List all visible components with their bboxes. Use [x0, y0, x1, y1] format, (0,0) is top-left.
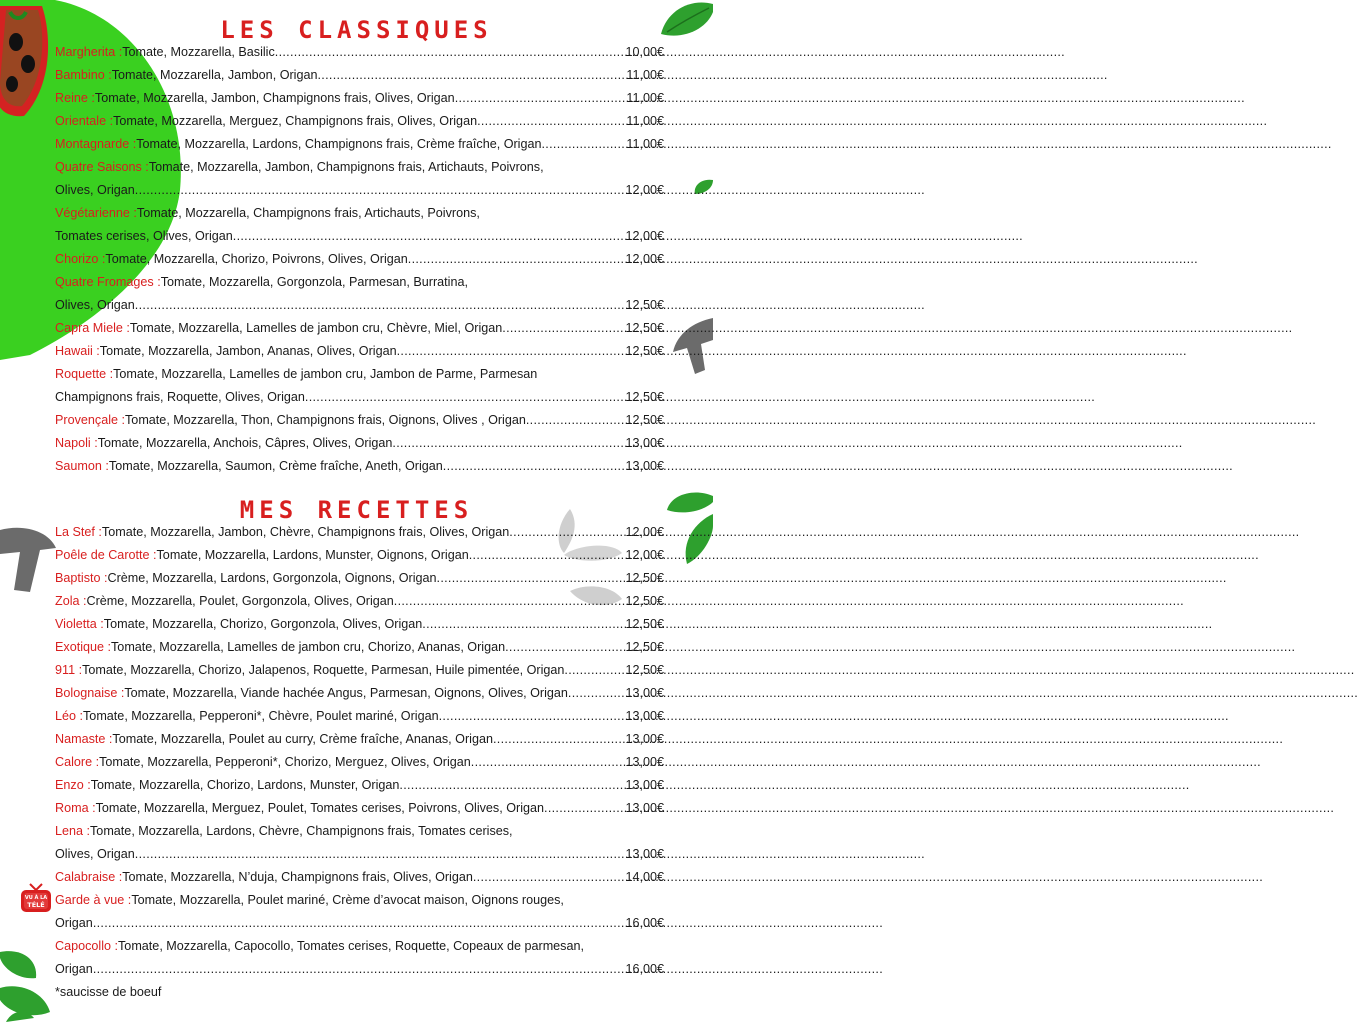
pizza-price: 11,00€: [626, 137, 664, 151]
pizza-price: 13,00€: [625, 801, 664, 815]
leader-dots: [135, 179, 625, 202]
leader-dots: [505, 636, 624, 659]
pizza-name: Margherita :: [55, 45, 123, 59]
pizza-name: Poêle de Carotte :: [55, 548, 157, 562]
leader-dots: [544, 797, 624, 820]
pizza-price: 12,50€: [625, 298, 664, 312]
tv-badge-line2: TÉLÉ: [27, 901, 45, 909]
menu-item: [55, 751, 664, 774]
pizza-name: Garde à vue :: [55, 893, 132, 907]
pizza-ingredients-continued: Origan: [55, 962, 93, 976]
leader-dots: [526, 409, 625, 432]
pizza-name: Chorizo :: [55, 252, 106, 266]
pizza-ingredients: Tomate, Mozzarella, Lardons, Munster, Oignons, Origan: [156, 548, 469, 562]
pizza-ingredients: Tomate, Mozzarella, N’duja, Champignons frais, Olives, Origan: [122, 870, 473, 884]
menu-item: [55, 41, 664, 64]
pizza-price: 11,00€: [626, 91, 664, 105]
pizza-price: 12,50€: [625, 413, 664, 427]
basil-leaf-icon: [0, 948, 50, 1024]
pizza-name: Violetta :: [55, 617, 104, 631]
leader-dots: [93, 958, 625, 981]
pizza-name: Exotique :: [55, 640, 112, 654]
menu-item: [55, 544, 664, 567]
leader-dots: [233, 225, 625, 248]
pizza-price: 14,00€: [625, 870, 664, 884]
pizza-price: 13,00€: [625, 686, 664, 700]
menu-item: [55, 110, 664, 133]
menu-list-classiques: [55, 41, 664, 478]
pizza-ingredients: Tomate, Mozzarella, Thon, Champignons frais, Oignons, Olives , Origan: [125, 413, 526, 427]
menu-item: [55, 271, 664, 294]
pizza-name: Orientale :: [55, 114, 114, 128]
pizza-name: Calore :: [55, 755, 100, 769]
leader-dots: [135, 294, 625, 317]
menu-item: [55, 521, 664, 544]
menu-item: [55, 87, 664, 110]
pizza-name: Bambino :: [55, 68, 112, 82]
leader-dots: [422, 613, 624, 636]
menu-item-continuation: [55, 958, 664, 981]
pizza-ingredients: Tomate, Mozzarella, Jambon, Champignons frais, Artichauts, Poivrons,: [148, 160, 544, 174]
leader-dots: [509, 521, 624, 544]
pizza-ingredients-continued: Olives, Origan: [55, 847, 135, 861]
leader-dots: [542, 133, 626, 156]
menu-item: [55, 889, 664, 912]
pizza-price: 12,00€: [625, 183, 664, 197]
menu-item-continuation: [55, 843, 664, 866]
pizza-ingredients: Tomate, Mozzarella, Poulet mariné, Crème d’avocat maison, Oignons rouges,: [131, 893, 564, 907]
pizza-name: Végétarienne :: [55, 206, 137, 220]
pizza-ingredients-continued: Origan: [55, 916, 93, 930]
pizza-price: 12,00€: [625, 229, 664, 243]
pizza-ingredients: Tomate, Mozzarella, Chorizo, Gorgonzola, Olives, Origan: [103, 617, 423, 631]
pizza-price: 12,50€: [625, 321, 664, 335]
pizza-ingredients: Tomate, Mozzarella, Merguez, Poulet, Tomates cerises, Poivrons, Olives, Origan: [95, 801, 545, 815]
pizza-name: 911 :: [55, 663, 83, 677]
menu-item: [55, 409, 664, 432]
pizza-ingredients: Tomate, Mozzarella, Jambon, Ananas, Olives, Origan: [99, 344, 397, 358]
pizza-ingredients-continued: Olives, Origan: [55, 298, 135, 312]
menu-item: [55, 64, 664, 87]
menu-item: [55, 317, 664, 340]
pizza-price: 13,00€: [625, 436, 664, 450]
pizza-ingredients: Tomate, Mozzarella, Anchois, Câpres, Olives, Origan: [97, 436, 393, 450]
menu-item: [55, 567, 664, 590]
leader-dots: [564, 659, 624, 682]
pizza-name: Namaste :: [55, 732, 113, 746]
pizza-price: 13,00€: [625, 709, 664, 723]
pizza-ingredients: Tomate, Mozzarella, Jambon, Origan: [111, 68, 318, 82]
pizza-price: 12,50€: [625, 571, 664, 585]
pizza-ingredients: Crème, Mozzarella, Lardons, Gorgonzola, Oignons, Origan: [107, 571, 437, 585]
menu-item: [55, 705, 664, 728]
pizza-price: 13,00€: [625, 847, 664, 861]
pizza-price: 16,00€: [625, 916, 664, 930]
pizza-name: Calabraise :: [55, 870, 123, 884]
menu-item: [55, 133, 664, 156]
pizza-ingredients: Tomate, Mozzarella, Lamelles de jambon cru, Chorizo, Ananas, Origan: [111, 640, 506, 654]
leader-dots: [392, 432, 624, 455]
pizza-name: Reine :: [55, 91, 95, 105]
menu-item: [55, 432, 664, 455]
menu-item-continuation: [55, 225, 664, 248]
pizza-name: Zola :: [55, 594, 87, 608]
pizza-price: 12,50€: [625, 617, 664, 631]
pizza-name: Capra Miele :: [55, 321, 130, 335]
pizza-name: Quatre Saisons :: [55, 160, 149, 174]
leader-dots: [443, 455, 625, 478]
leader-dots: [471, 751, 625, 774]
menu-item-continuation: [55, 912, 664, 935]
menu-item: [55, 820, 664, 843]
leader-dots: [408, 248, 625, 271]
menu-item: [55, 455, 664, 478]
pizza-ingredients-continued: Tomates cerises, Olives, Origan: [55, 229, 233, 243]
pizza-name: Léo :: [55, 709, 84, 723]
footnote: *saucisse de boeuf: [55, 985, 162, 999]
pizza-name: Capocollo :: [55, 939, 119, 953]
menu-item: [55, 659, 664, 682]
leader-dots: [275, 41, 625, 64]
leader-dots: [502, 317, 624, 340]
menu-item: [55, 682, 664, 705]
pizza-price: 10,00€: [625, 45, 664, 59]
menu-item: [55, 363, 664, 386]
pizza-ingredients-continued: Olives, Origan: [55, 183, 135, 197]
pizza-price: 16,00€: [625, 962, 664, 976]
menu-item: [55, 935, 664, 958]
pizza-ingredients: Tomate, Mozzarella, Lamelles de jambon cru, Jambon de Parme, Parmesan: [113, 367, 538, 381]
pizza-name: Provençale :: [55, 413, 126, 427]
pizza-name: Roquette :: [55, 367, 114, 381]
menu-list-recettes: [55, 521, 664, 1004]
section-title-classiques: LES CLASSIQUES: [220, 16, 493, 44]
menu-item-continuation: [55, 179, 664, 202]
tv-badge-icon: [20, 882, 52, 914]
pizza-name: Quatre Fromages :: [55, 275, 161, 289]
pizza-price: 13,00€: [625, 755, 664, 769]
pizza-ingredients: Tomate, Mozzarella, Lardons, Champignons frais, Crème fraîche, Origan: [136, 137, 542, 151]
menu-item: [55, 156, 664, 179]
pizza-name: Hawaii :: [55, 344, 100, 358]
pizza-price: 13,00€: [625, 732, 664, 746]
leader-dots: [135, 843, 625, 866]
pizza-ingredients: Tomate, Mozzarella, Chorizo, Poivrons, Olives, Origan: [105, 252, 408, 266]
menu-item-continuation: [55, 294, 664, 317]
pizza-ingredients: Tomate, Mozzarella, Jambon, Champignons frais, Olives, Origan: [94, 91, 455, 105]
pizza-ingredients: Tomate, Mozzarella, Pepperoni*, Chèvre, Poulet mariné, Origan: [83, 709, 439, 723]
menu-item: [55, 636, 664, 659]
pizza-name: Bolognaise :: [55, 686, 125, 700]
pizza-price: 12,50€: [625, 663, 664, 677]
leader-dots: [493, 728, 625, 751]
leader-dots: [305, 386, 625, 409]
pizza-price: 12,50€: [625, 344, 664, 358]
leader-dots: [437, 567, 625, 590]
pizza-price: 11,00€: [626, 114, 664, 128]
pizza-price: 13,00€: [625, 459, 664, 473]
pizza-name: La Stef :: [55, 525, 102, 539]
leader-dots: [399, 774, 624, 797]
pizza-ingredients: Tomate, Mozzarella, Chorizo, Lardons, Munster, Origan: [90, 778, 400, 792]
leader-dots: [93, 912, 625, 935]
pizza-ingredients-continued: Champignons frais, Roquette, Olives, Origan: [55, 390, 305, 404]
pizza-name: Enzo :: [55, 778, 91, 792]
pizza-ingredients: Tomate, Mozzarella, Saumon, Crème fraîche, Aneth, Origan: [108, 459, 443, 473]
pizza-ingredients: Tomate, Mozzarella, Merguez, Champignons frais, Olives, Origan: [113, 114, 478, 128]
pizza-ingredients: Tomate, Mozzarella, Basilic: [122, 45, 275, 59]
leader-dots: [568, 682, 625, 705]
pizza-ingredients: Tomate, Mozzarella, Poulet au curry, Crème fraîche, Ananas, Origan: [112, 732, 493, 746]
leader-dots: [439, 705, 625, 728]
menu-item: [55, 728, 664, 751]
pizza-ingredients: Crème, Mozzarella, Poulet, Gorgonzola, Olives, Origan: [86, 594, 394, 608]
pizza-name: Baptisto :: [55, 571, 108, 585]
menu-item: [55, 797, 664, 820]
section-title-recettes: MES RECETTES: [239, 496, 474, 524]
tv-badge-line1: VU À LA: [24, 895, 48, 901]
menu-item-continuation: [55, 386, 664, 409]
leader-dots: [469, 544, 625, 567]
pizza-ingredients: Tomate, Mozzarella, Chorizo, Jalapenos, Roquette, Parmesan, Huile pimentée, Origan: [82, 663, 565, 677]
pizza-price: 12,00€: [625, 525, 664, 539]
pizza-name: Roma :: [55, 801, 96, 815]
pizza-price: 12,50€: [625, 390, 664, 404]
pizza-name: Montagnarde :: [55, 137, 137, 151]
leader-dots: [318, 64, 626, 87]
menu-item: [55, 590, 664, 613]
menu-item: [55, 866, 664, 889]
pizza-name: Lena :: [55, 824, 91, 838]
pizza-ingredients: Tomate, Mozzarella, Lardons, Chèvre, Champignons frais, Tomates cerises,: [90, 824, 513, 838]
pizza-price: 11,00€: [626, 68, 664, 82]
pizza-price: 12,00€: [625, 252, 664, 266]
mushroom-icon: [0, 524, 56, 594]
pizza-price: 12,00€: [625, 548, 664, 562]
pizza-ingredients: Tomate, Mozzarella, Capocollo, Tomates cerises, Roquette, Copeaux de parmesan,: [118, 939, 584, 953]
pizza-price: 12,50€: [625, 594, 664, 608]
pizza-ingredients: Tomate, Mozzarella, Jambon, Chèvre, Champignons frais, Olives, Origan: [101, 525, 510, 539]
leader-dots: [394, 590, 625, 613]
menu-item: [55, 774, 664, 797]
leader-dots: [473, 866, 625, 889]
pizza-price: 13,00€: [625, 778, 664, 792]
pizza-name: Saumon :: [55, 459, 109, 473]
pizza-ingredients: Tomate, Mozzarella, Viande hachée Angus, Parmesan, Oignons, Olives, Origan: [124, 686, 568, 700]
pizza-price: 12,50€: [625, 640, 664, 654]
pizza-ingredients: Tomate, Mozzarella, Pepperoni*, Chorizo, Merguez, Olives, Origan: [99, 755, 471, 769]
leader-dots: [477, 110, 625, 133]
menu-item: [55, 202, 664, 225]
menu-item: [55, 613, 664, 636]
pizza-name: Napoli :: [55, 436, 98, 450]
menu-item: [55, 340, 664, 363]
pizza-ingredients: Tomate, Mozzarella, Lamelles de jambon cru, Chèvre, Miel, Origan: [129, 321, 503, 335]
pizza-ingredients: Tomate, Mozzarella, Gorgonzola, Parmesan, Burratina,: [160, 275, 468, 289]
leader-dots: [455, 87, 626, 110]
pizza-ingredients: Tomate, Mozzarella, Champignons frais, Artichauts, Poivrons,: [136, 206, 480, 220]
leader-dots: [397, 340, 625, 363]
menu-item: [55, 248, 664, 271]
